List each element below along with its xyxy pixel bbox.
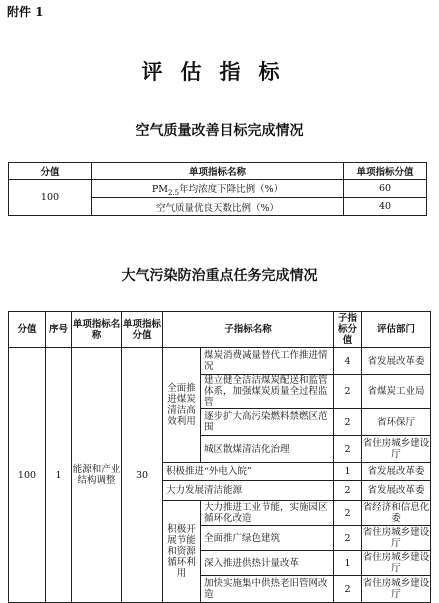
category-name: 积极开展节能和资源循环利用 bbox=[163, 501, 201, 603]
sub-indicator-name: 逐步扩大高污染燃料禁燃区范围 bbox=[201, 409, 334, 436]
dept-name: 省发展改革委 bbox=[362, 463, 431, 481]
category-name: 积极推进“外电入皖” bbox=[163, 463, 334, 481]
pm-subscript: 2.5 bbox=[167, 188, 180, 197]
header-seq: 序号 bbox=[46, 312, 72, 348]
sub-indicator-name: 煤炭消费减量替代工作推进情况 bbox=[201, 348, 334, 375]
target-table bbox=[8, 162, 427, 216]
sub-indicator-score: 2 bbox=[334, 375, 362, 409]
category-name: 大力发展清洁能源 bbox=[163, 481, 334, 501]
total-score: 100 bbox=[9, 348, 46, 603]
dept-name: 省住房城乡建设厅 bbox=[362, 576, 431, 603]
sub-indicator-score: 2 bbox=[334, 501, 362, 526]
sub-indicator-score: 1 bbox=[334, 551, 362, 576]
sub-indicator-score: 2 bbox=[334, 436, 362, 463]
dept-name: 省环保厅 bbox=[362, 409, 431, 436]
sub-indicator-name: 全面推广绿色建筑 bbox=[201, 526, 334, 551]
indicator-name: 空气质量优良天数比例（%） bbox=[92, 198, 344, 216]
header-score: 分值 bbox=[9, 163, 92, 180]
section2-title: 大气污染防治重点任务完成情况 bbox=[121, 268, 318, 284]
dept-name: 省发展改革委 bbox=[362, 481, 431, 501]
sub-indicator-name: 建立健全洁洁煤炭配送和监管体系，加强煤炭质量全过程监管 bbox=[201, 375, 334, 409]
dept-name: 省经济和信息化委 bbox=[362, 502, 430, 524]
dept-name: 省煤炭工业局 bbox=[362, 375, 431, 409]
indicator-name bbox=[92, 180, 344, 198]
attachment-label: 附件 1 bbox=[7, 5, 44, 19]
pm-label: PM bbox=[151, 183, 168, 195]
sub-indicator-name: 加快实施集中供热老旧管网改造 bbox=[201, 576, 334, 603]
header-sub-indicator: 子指标名称 bbox=[163, 312, 334, 348]
sub-indicator-score: 2 bbox=[334, 481, 362, 501]
header-indicator-name: 单项指标名称 bbox=[92, 163, 344, 180]
sub-indicator-name: 大力推进工业节能，实施园区循环化改造 bbox=[201, 501, 334, 526]
sub-indicator-score: 4 bbox=[334, 348, 362, 375]
table-row bbox=[9, 180, 427, 198]
dept-name: 省发展改革委 bbox=[362, 348, 431, 375]
section1-title: 空气质量改善目标完成情况 bbox=[135, 123, 304, 139]
dept-name: 省住房城乡建设厅 bbox=[362, 527, 430, 549]
indicator-score: 60 bbox=[344, 180, 427, 198]
sub-indicator-name: 深入推进供热计量改革 bbox=[201, 551, 334, 576]
header-indicator-score: 单项指标分值 bbox=[344, 163, 427, 180]
total-score: 100 bbox=[9, 180, 92, 216]
sub-indicator-score: 2 bbox=[334, 526, 362, 551]
sub-indicator-score: 1 bbox=[334, 463, 362, 481]
sub-indicator-score: 2 bbox=[334, 576, 362, 603]
table-header-row bbox=[9, 312, 431, 348]
category-name: 全面推进煤炭清洁高效利用 bbox=[163, 348, 201, 463]
indicator-score: 40 bbox=[344, 198, 427, 216]
pm-rest: 年均浓度下降比例（%） bbox=[179, 183, 284, 195]
indicator-score: 30 bbox=[122, 348, 163, 603]
indicator-name: 能源和产业结构调整 bbox=[72, 348, 122, 603]
header-indicator-name: 单项指标名称 bbox=[72, 312, 122, 348]
table-header-row bbox=[9, 163, 427, 180]
page-title: 评估指标 bbox=[141, 59, 298, 84]
sub-indicator-name: 城区散煤清洁化治理 bbox=[201, 436, 334, 463]
sub-indicator-score: 2 bbox=[334, 409, 362, 436]
seq-number: 1 bbox=[46, 348, 72, 603]
header-dept: 评估部门 bbox=[362, 312, 431, 348]
header-indicator-score: 单项指标分值 bbox=[122, 312, 163, 348]
dept-name: 省住房城乡建设厅 bbox=[362, 552, 430, 574]
table-row bbox=[9, 348, 431, 375]
dept-name: 省住房城乡建设厅 bbox=[362, 436, 431, 463]
header-score: 分值 bbox=[9, 312, 46, 348]
header-sub-score: 子指标分值 bbox=[334, 312, 362, 348]
tasks-table bbox=[8, 311, 431, 603]
